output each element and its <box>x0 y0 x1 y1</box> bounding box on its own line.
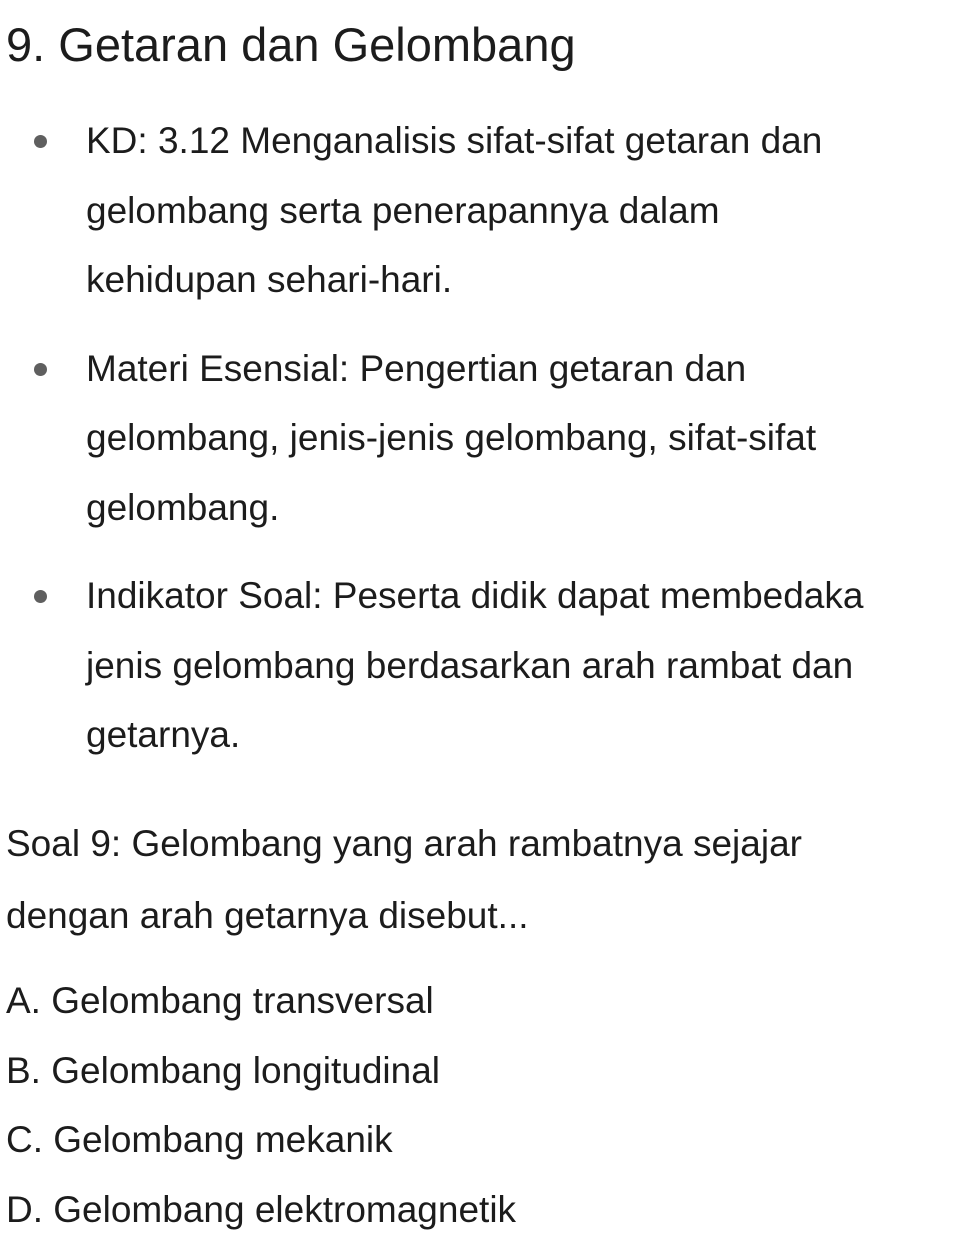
question-line: dengan arah getarnya disebut... <box>6 895 529 936</box>
bullet-line: gelombang, jenis-jenis gelombang, sifat-sifat <box>86 417 817 458</box>
bullet-line: gelombang serta penerapannya dalam <box>86 189 720 231</box>
option-c: C. Gelombang mekanik <box>6 1119 393 1160</box>
option-a: A. Gelombang transversal <box>6 980 434 1021</box>
question-text <box>6 808 802 952</box>
question-line: Soal 9: Gelombang yang arah rambatnya sejajar <box>6 823 802 864</box>
bullet-line: KD: 3.12 Menganalisis sifat-sifat getaran dan <box>86 120 823 161</box>
section-heading: 9. Getaran dan Gelombang <box>6 18 576 71</box>
bullet-dot-icon <box>34 135 47 148</box>
bullet-dot-icon <box>34 590 47 603</box>
bullet-item-materi-esensial <box>0 334 958 543</box>
bullet-dot-icon <box>34 363 47 376</box>
bullet-line: Materi Esensial: Pengertian getaran dan <box>86 347 747 389</box>
bullet-line: Indikator Soal: Peserta didik dapat membedaka <box>86 575 864 616</box>
option-b: B. Gelombang longitudinal <box>6 1049 441 1091</box>
bullet-item-indikator-soal <box>0 561 958 770</box>
bullet-line: kehidupan sehari-hari. <box>86 259 453 300</box>
bullet-line: gelombang. <box>86 486 280 528</box>
option-d: D. Gelombang elektromagnetik <box>6 1188 517 1230</box>
bullet-line: jenis gelombang berdasarkan arah rambat dan <box>86 644 854 686</box>
info-bullet-list <box>0 106 958 789</box>
bullet-item-kd <box>0 106 958 315</box>
answer-options <box>6 966 516 1244</box>
bullet-line: getarnya. <box>86 714 241 755</box>
